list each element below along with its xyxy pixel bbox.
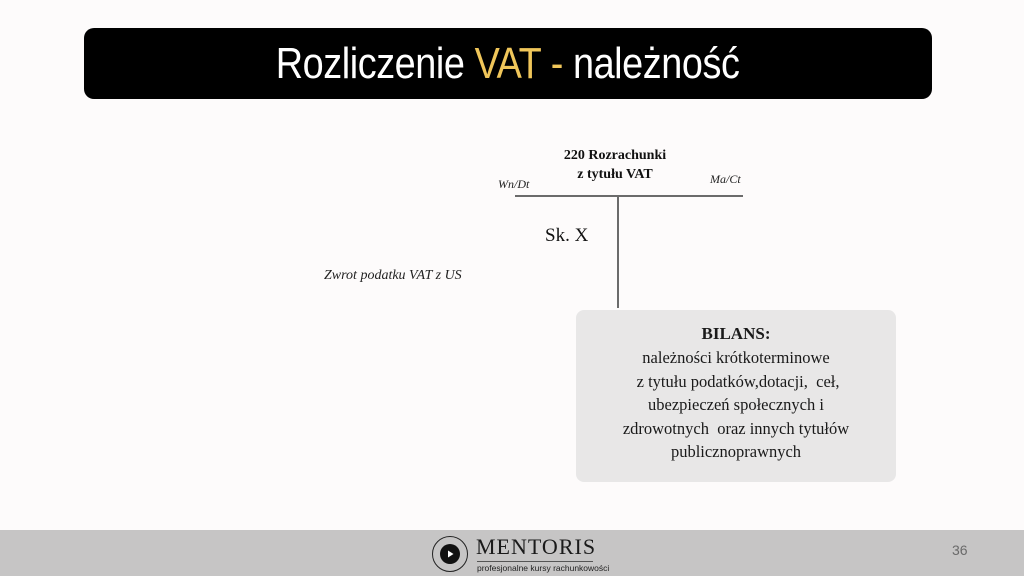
brand-tagline: profesjonalne kursy rachunkowości [477,563,610,573]
brand-name: MENTORIS [476,534,597,559]
t-account-title [540,146,690,184]
title-part2: należność [573,38,740,88]
t-account-title-line2: z tytułu VAT [577,167,653,182]
bilans-line: publicznoprawnych [670,442,802,461]
brand-divider [477,561,593,562]
t-account-title-line1: 220 Rozrachunki [563,148,667,163]
opening-balance: Sk. X [545,225,589,246]
bilans-box [576,310,896,482]
bilans-line: zdrowotnych oraz innych tytułów [622,418,850,438]
title-dash: - [551,38,564,88]
t-account-vertical-line [617,196,619,308]
credit-label: Ma/Ct [710,172,741,186]
debit-label: Wn/Dt [498,177,530,191]
title-bar [84,28,932,99]
play-circle-icon[interactable] [432,536,468,572]
bilans-line: ubezpieczeń społecznych i [648,395,824,414]
bilans-line: należności krótkoterminowe [642,348,830,367]
bilans-line: z tytułu podatków,dotacji, ceł, [632,371,840,391]
entry-description: Zwrot podatku VAT z US [324,268,462,283]
title-accent: VAT [474,38,541,88]
page-number: 36 [952,542,968,558]
page-title [276,39,740,89]
t-account-horizontal-line [515,195,743,197]
bilans-heading: BILANS: [701,324,771,343]
title-part1: Rozliczenie [276,38,465,88]
